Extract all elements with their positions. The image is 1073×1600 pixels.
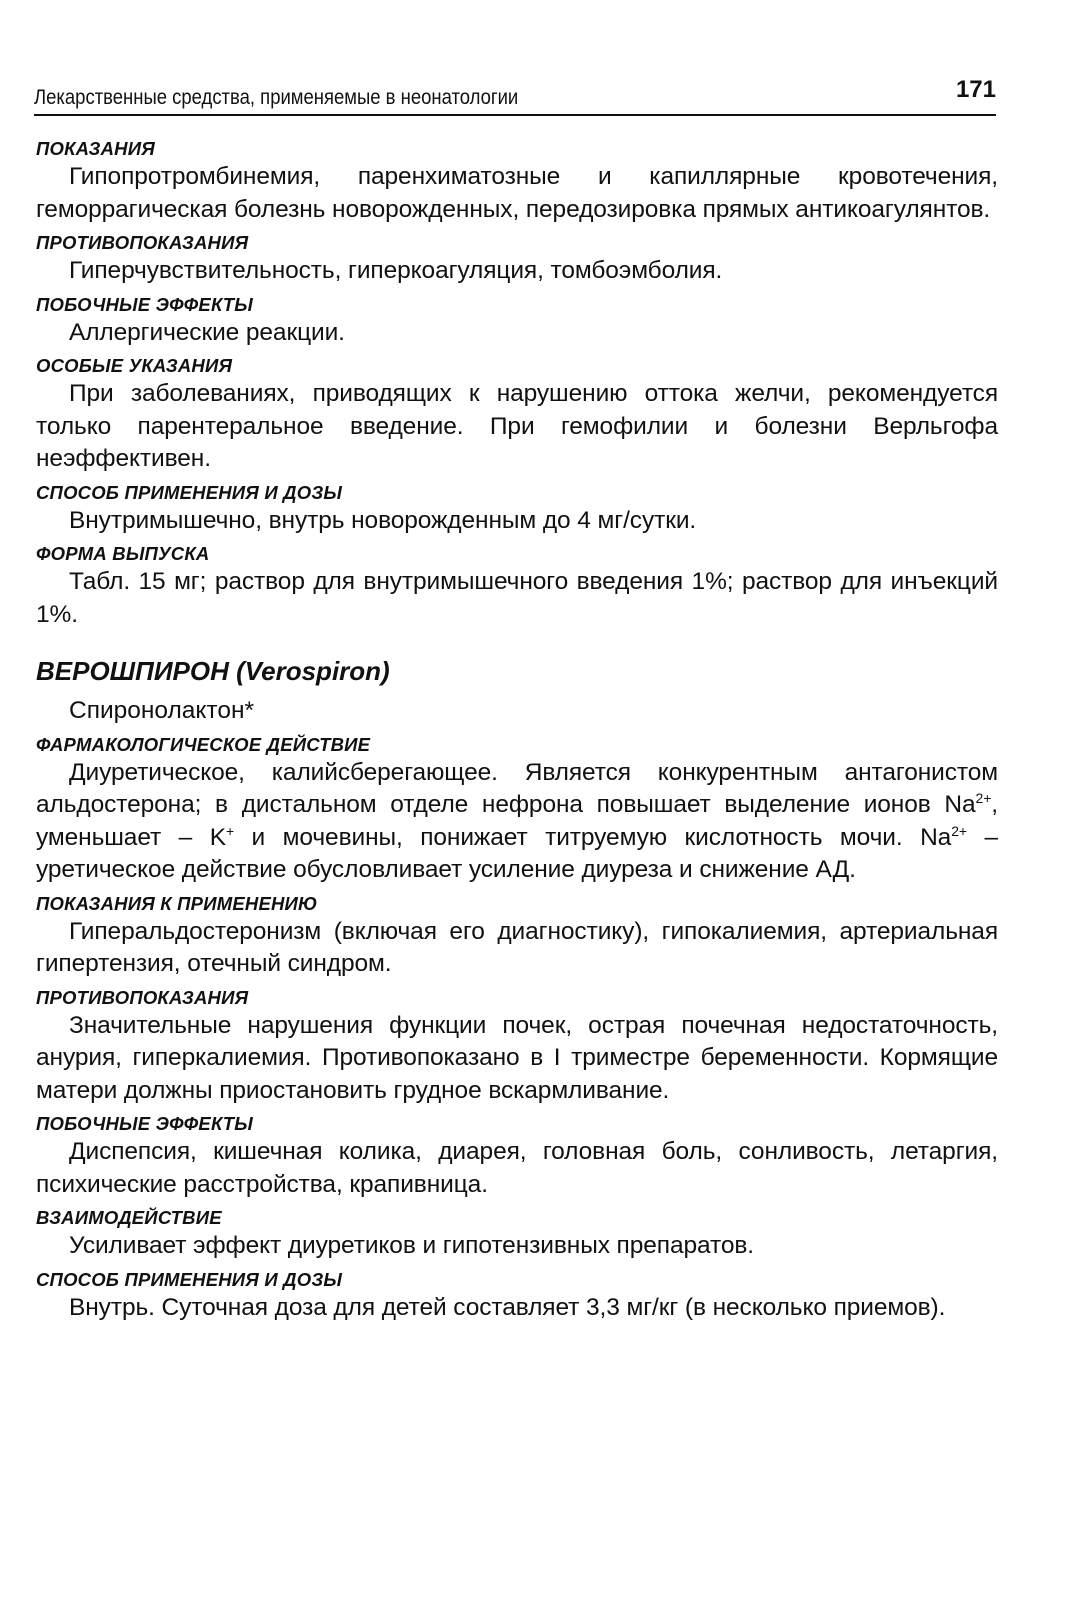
dosage-text: Внутримышечно, внутрь новорожденным до 4 мг/сутки.: [69, 506, 697, 534]
interaction-heading: ВЗАИМОДЕЙСТВИЕ: [36, 1207, 222, 1228]
drug-contraindications-heading: ПРОТИВОПОКАЗАНИЯ: [36, 986, 249, 1008]
release-form-text: Табл. 15 мг; раствор для внутримышечного введения 1%; раствор для инъекций 1%.: [36, 568, 998, 628]
running-title: Лекарственные средства, применяемые в неонатологии: [34, 86, 519, 109]
contraindications-text: Гиперчувствительность, гиперкоагуляция, томбоэмболия.: [69, 257, 723, 284]
drug-side-effects-heading: ПОБОЧНЫЕ ЭФФЕКТЫ: [36, 1113, 253, 1134]
indications-for-use-text: Гиперальдостеронизм (включая его диагностику), гипокалиемия, артериальная гипертензия, отечный синдром.: [36, 917, 998, 977]
indications-for-use-heading: ПОКАЗАНИЯ К ПРИМЕНЕНИЮ: [36, 892, 318, 914]
pharmacology-heading: ФАРМАКОЛОГИЧЕСКОЕ ДЕЙСТВИЕ: [36, 733, 371, 755]
page-header: [34, 66, 996, 116]
indications-heading: ПОКАЗАНИЯ: [36, 138, 155, 159]
contraindications-heading: ПРОТИВОПОКАЗАНИЯ: [36, 232, 249, 253]
page-content: [36, 136, 998, 1324]
release-form-heading: ФОРМА ВЫПУСКА: [36, 543, 210, 564]
drug-title: ВЕРОШПИРОН (Verospiron): [36, 656, 390, 686]
page-number: 171: [955, 76, 996, 103]
special-instructions-text: При заболеваниях, приводящих к нарушению оттока желчи, рекомендуется только парентеральное введение. При гемофилии и болезни Верльгофа неэффективен.: [36, 380, 998, 472]
side-effects-heading: ПОБОЧНЫЕ ЭФФЕКТЫ: [36, 293, 253, 315]
dosage-heading: СПОСОБ ПРИМЕНЕНИЯ И ДОЗЫ: [36, 481, 343, 503]
special-instructions-heading: ОСОБЫЕ УКАЗАНИЯ: [36, 355, 233, 376]
drug-dosage-text: Внутрь. Суточная доза для детей составляет 3,3 мг/кг (в несколько приемов).: [69, 1293, 946, 1321]
drug-contraindications-text: Значительные нарушения функции почек, острая почечная недостаточность, анурия, гиперкалиемия. Противопоказано в I триместре беременности. Кормящие матери должны приостановить грудное вскармливание.: [36, 1011, 998, 1104]
drug-side-effects-text: Диспепсия, кишечная колика, диарея, головная боль, сонливость, летаргия, психические расстройства, крапивница.: [36, 1138, 998, 1198]
active-substance: Спиронолактон*: [69, 697, 255, 724]
indications-text: Гипопротромбинемия, паренхиматозные и капиллярные кровотечения, геморрагическая болезнь новорожденных, передозировка прямых антикоагулянтов.: [36, 163, 998, 223]
drug-dosage-heading: СПОСОБ ПРИМЕНЕНИЯ И ДОЗЫ: [36, 1268, 343, 1290]
side-effects-text: Аллергические реакции.: [69, 318, 345, 346]
interaction-text: Усиливает эффект диуретиков и гипотензивных препаратов.: [69, 1232, 754, 1259]
pharmacology-text: Диуретическое, калийсберегающее. Является конкурентным антагонистом альдостерона; в дистальном отделе нефрона повышает выделение ионов $Na^{2+}$, уменьшает – K+ и мочевины, понижает титруемую кислотность мочи. $Na^{2+}$ – уретическое действие обусловливает усиление диуреза и снижение АД.: [36, 758, 999, 883]
